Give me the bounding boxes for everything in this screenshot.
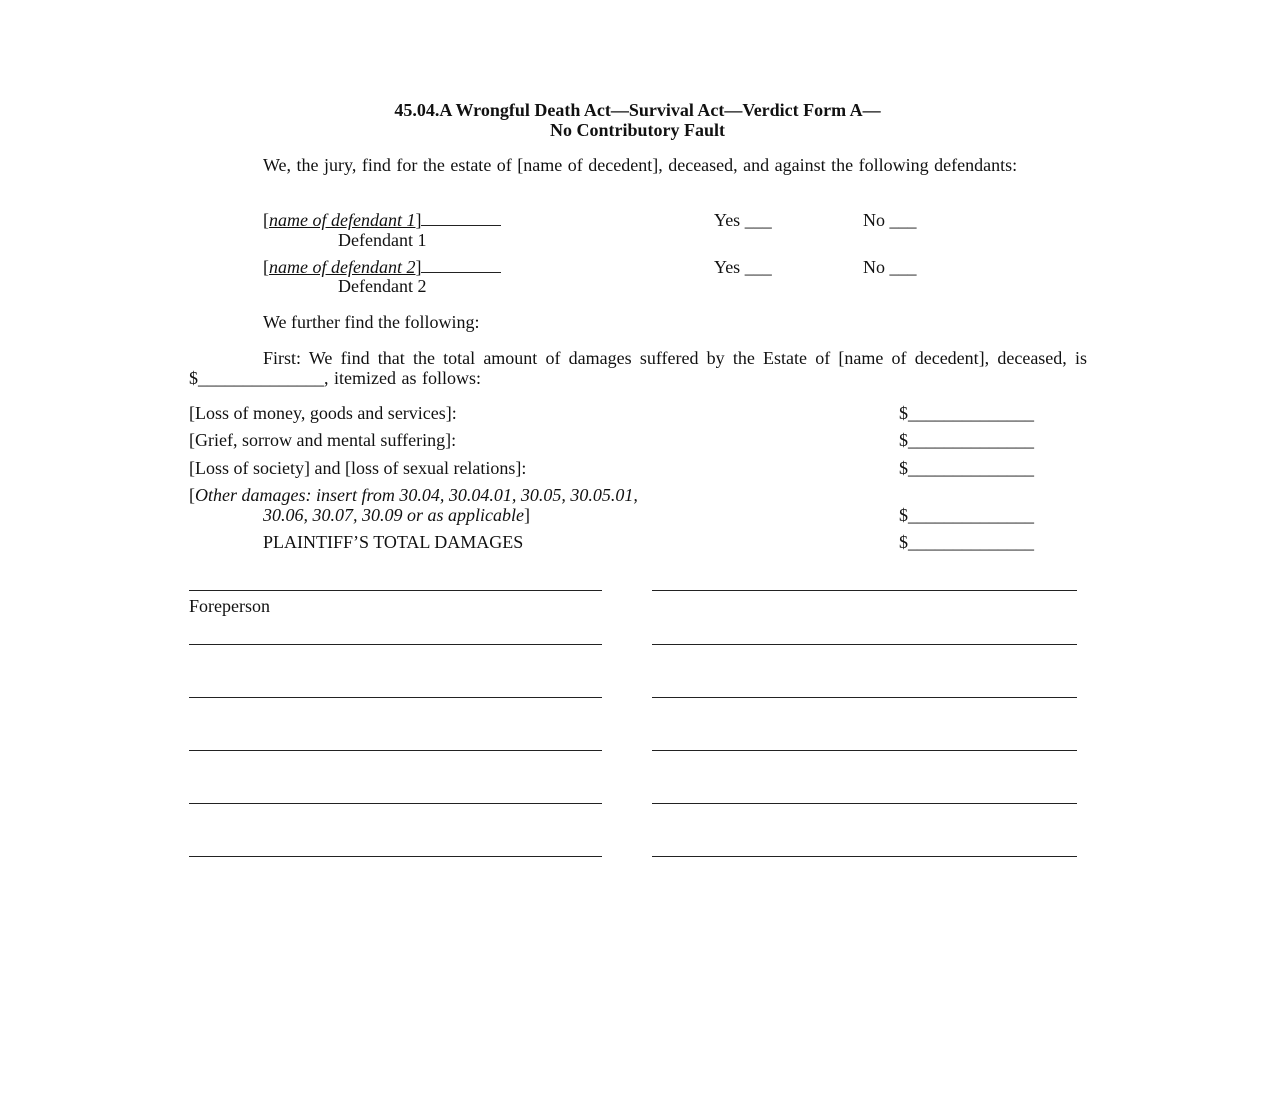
defendant-1-blank-line	[421, 211, 501, 226]
juror-signature-line[interactable]	[652, 644, 1077, 645]
other-damages-text-1: Other damages: insert from 30.04, 30.04.01, 30.05, 30.05.01,	[195, 485, 638, 505]
defendant-2-name: name of defendant 2	[269, 257, 416, 277]
defendant-1-bracket-open: [	[263, 210, 269, 230]
other-damages-label-line-2	[263, 505, 530, 525]
juror-signature-line[interactable]	[189, 856, 602, 857]
defendant-1-no-option[interactable]: No ___	[863, 210, 917, 230]
juror-signature-line[interactable]	[652, 803, 1077, 804]
total-damages-amount[interactable]: $______________	[899, 532, 1034, 552]
juror-signature-line[interactable]	[189, 644, 602, 645]
defendant-2-caption: Defendant 2	[338, 276, 427, 296]
foreperson-signature-line[interactable]	[189, 590, 602, 591]
defendant-2-name-field[interactable]	[263, 257, 501, 277]
juror-signature-line[interactable]	[652, 590, 1077, 591]
damage-item-loss-of-society-label: [Loss of society] and [loss of sexual relations]:	[189, 458, 527, 478]
defendant-2-bracket-close: ]	[415, 257, 422, 277]
defendant-1-name: name of defendant 1	[269, 210, 416, 230]
juror-signature-line[interactable]	[652, 856, 1077, 857]
first-finding-paragraph: First: We find that the total amount of damages suffered by the Estate of [name of decedent], deceased, is $______________, itemized as follows:	[189, 348, 1087, 388]
juror-signature-line[interactable]	[189, 697, 602, 698]
intro-paragraph: We, the jury, find for the estate of [name of decedent], deceased, and against the following defendants:	[263, 155, 1018, 175]
other-damages-bracket-close: ]	[524, 505, 530, 525]
juror-signature-line[interactable]	[189, 750, 602, 751]
damage-item-loss-of-society-amount[interactable]: $______________	[899, 458, 1034, 478]
other-damages-label-line-1	[189, 485, 638, 505]
defendant-2-bracket-open: [	[263, 257, 269, 277]
foreperson-label: Foreperson	[189, 596, 270, 616]
defendant-1-name-field[interactable]	[263, 210, 501, 230]
other-damages-amount[interactable]: $______________	[899, 505, 1034, 525]
juror-signature-line[interactable]	[652, 750, 1077, 751]
other-damages-bracket-open: [	[189, 485, 195, 505]
damage-item-loss-of-money-label: [Loss of money, goods and services]:	[189, 403, 457, 423]
damage-item-loss-of-money-amount[interactable]: $______________	[899, 403, 1034, 423]
defendant-2-no-option[interactable]: No ___	[863, 257, 917, 277]
defendant-2-blank-line	[421, 258, 501, 273]
damage-item-grief-amount[interactable]: $______________	[899, 430, 1034, 450]
other-damages-text-2: 30.06, 30.07, 30.09 or as applicable	[263, 505, 524, 525]
defendant-2-yes-option[interactable]: Yes ___	[714, 257, 772, 277]
defendant-1-yes-option[interactable]: Yes ___	[714, 210, 772, 230]
form-title-line-2: No Contributory Fault	[550, 120, 725, 140]
form-title-line-1: 45.04.A Wrongful Death Act—Survival Act—Verdict Form A—	[394, 100, 881, 120]
juror-signature-line[interactable]	[189, 803, 602, 804]
defendant-1-bracket-close: ]	[415, 210, 422, 230]
defendant-1-caption: Defendant 1	[338, 230, 427, 250]
further-finding-heading: We further find the following:	[263, 312, 480, 332]
juror-signature-line[interactable]	[652, 697, 1077, 698]
damage-item-grief-label: [Grief, sorrow and mental suffering]:	[189, 430, 457, 450]
total-damages-label: PLAINTIFF’S TOTAL DAMAGES	[263, 532, 524, 552]
